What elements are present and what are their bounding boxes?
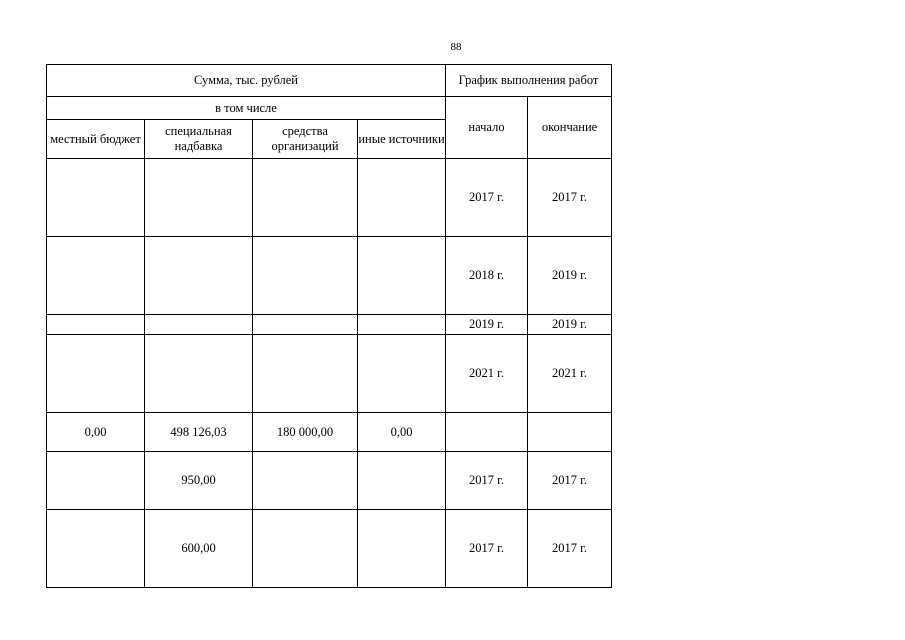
cell-other bbox=[358, 335, 446, 413]
local-budget-header: местный бюджет bbox=[47, 120, 145, 159]
cell-end: 2021 г. bbox=[528, 335, 612, 413]
cell-start: 2017 г. bbox=[446, 159, 528, 237]
table-row bbox=[47, 510, 612, 588]
cell-other bbox=[358, 452, 446, 510]
cell-other bbox=[358, 315, 446, 335]
table-row bbox=[47, 159, 612, 237]
cell-other: 0,00 bbox=[358, 413, 446, 452]
cell-special: 600,00 bbox=[145, 510, 253, 588]
table-row bbox=[47, 452, 612, 510]
cell-start: 2019 г. bbox=[446, 315, 528, 335]
cell-start bbox=[446, 413, 528, 452]
cell-local: 0,00 bbox=[47, 413, 145, 452]
cell-local bbox=[47, 335, 145, 413]
cell-end: 2017 г. bbox=[528, 159, 612, 237]
cell-start: 2021 г. bbox=[446, 335, 528, 413]
cell-special bbox=[145, 159, 253, 237]
cell-special: 498 126,03 bbox=[145, 413, 253, 452]
cell-end: 2017 г. bbox=[528, 510, 612, 588]
cell-local bbox=[47, 510, 145, 588]
cell-org bbox=[253, 452, 358, 510]
cell-start: 2017 г. bbox=[446, 510, 528, 588]
org-funds-header: средства организаций bbox=[253, 120, 358, 159]
cell-other bbox=[358, 237, 446, 315]
cell-other bbox=[358, 159, 446, 237]
cell-end: 2019 г. bbox=[528, 315, 612, 335]
cell-start: 2018 г. bbox=[446, 237, 528, 315]
cell-end bbox=[528, 413, 612, 452]
cell-end: 2017 г. bbox=[528, 452, 612, 510]
other-sources-header: иные источники bbox=[358, 120, 446, 159]
cell-org bbox=[253, 315, 358, 335]
cell-end: 2019 г. bbox=[528, 237, 612, 315]
cell-special: 950,00 bbox=[145, 452, 253, 510]
cell-local bbox=[47, 452, 145, 510]
cell-other bbox=[358, 510, 446, 588]
cell-org bbox=[253, 159, 358, 237]
page-number: 88 bbox=[450, 41, 462, 53]
cell-local bbox=[47, 315, 145, 335]
cell-org bbox=[253, 510, 358, 588]
cell-org bbox=[253, 237, 358, 315]
table-row bbox=[47, 315, 612, 335]
funding-schedule-table bbox=[46, 64, 612, 588]
cell-special bbox=[145, 237, 253, 315]
cell-special bbox=[145, 315, 253, 335]
cell-special bbox=[145, 335, 253, 413]
cell-local bbox=[47, 159, 145, 237]
sum-header: Сумма, тыс. рублей bbox=[47, 65, 446, 97]
end-header: окончание bbox=[528, 97, 612, 159]
schedule-header: График выполнения работ bbox=[446, 65, 612, 97]
including-header: в том числе bbox=[47, 97, 446, 120]
special-allowance-header: специальная надбавка bbox=[145, 120, 253, 159]
start-header: начало bbox=[446, 97, 528, 159]
table-row bbox=[47, 237, 612, 315]
table-row bbox=[47, 413, 612, 452]
cell-org bbox=[253, 335, 358, 413]
cell-start: 2017 г. bbox=[446, 452, 528, 510]
cell-local bbox=[47, 237, 145, 315]
cell-org: 180 000,00 bbox=[253, 413, 358, 452]
table-row bbox=[47, 335, 612, 413]
